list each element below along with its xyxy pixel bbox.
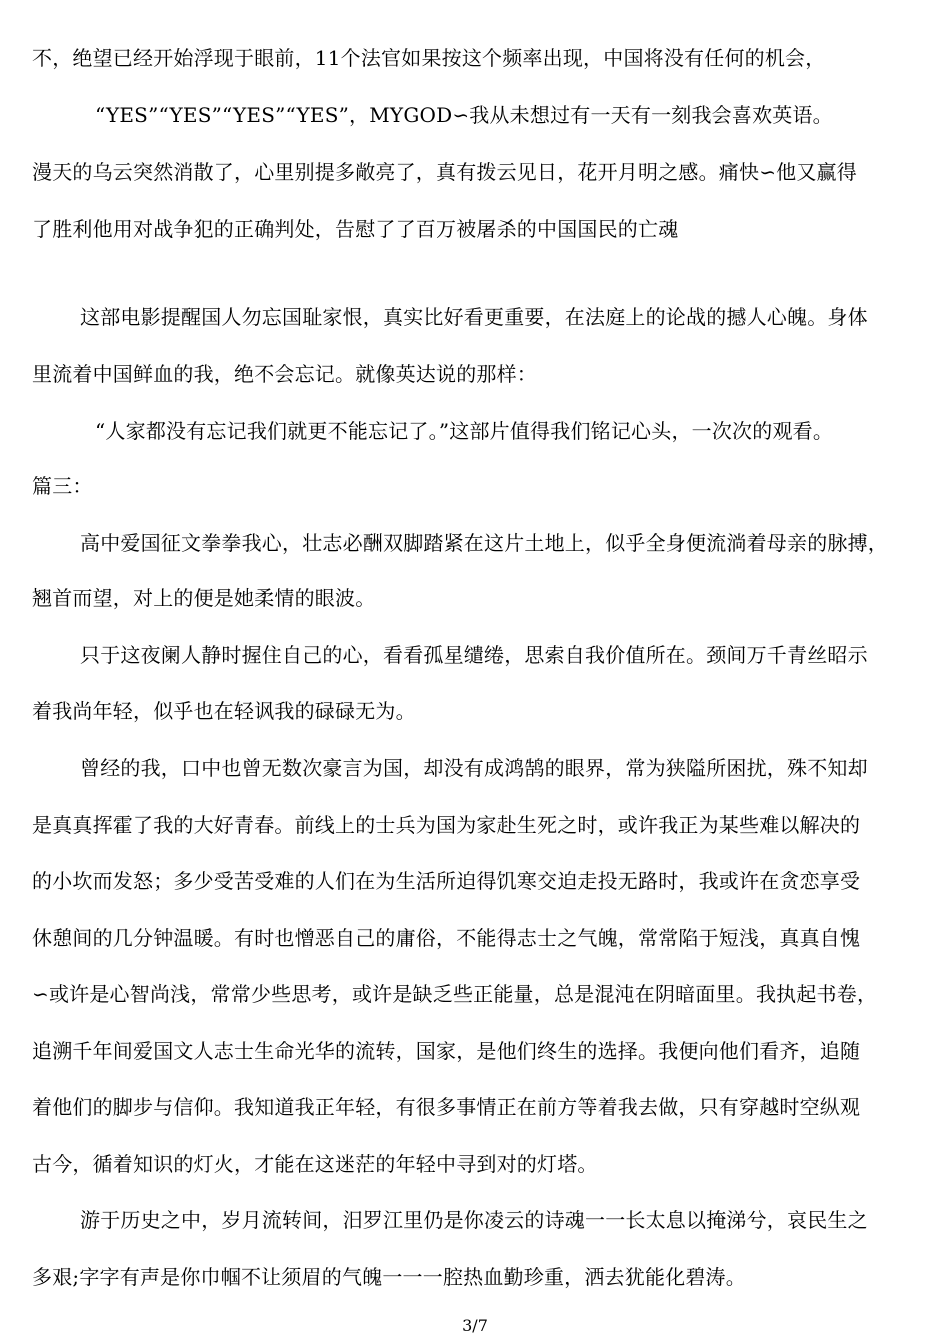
text-line: ∽或许是心智尚浅，常常少些思考，或许是缺乏些正能量，总是混沌在阴暗面里。我执起书卷，: [32, 982, 878, 1006]
text-line: 曾经的我，口中也曾无数次豪言为国，却没有成鸿鹄的眼界，常为狭隘所困扰，殊不知却: [80, 756, 868, 780]
text-line: “YES”“YES”“YES”“YES”，MYGOD∽我从未想过有一天有一刻我会喜欢英语。: [95, 103, 833, 127]
text-line: 是真真挥霍了我的大好青春。前线上的士兵为国为家赴生死之时，或许我正为某些难以解决的: [32, 813, 861, 837]
section-heading: 篇三：: [32, 474, 93, 498]
text-line: 古今，循着知识的灯火，才能在这迷茫的年轻中寻到对的灯塔。: [32, 1152, 598, 1176]
text-line: 的小坎而发怒；多少受苦受难的人们在为生活所迫得饥寒交迫走投无路时，我或许在贪恋享受: [32, 869, 861, 893]
text-line: 追溯千年间爱国文人志士生命光华的流转，国家，是他们终生的选择。我便向他们看齐，追随: [32, 1039, 861, 1063]
text-line: 着我尚年轻，似乎也在轻讽我的碌碌无为。: [32, 699, 416, 723]
page-number: 3/7: [462, 1316, 488, 1335]
text-line: 着他们的脚步与信仰。我知道我正年轻，有很多事情正在前方等着我去做，只有穿越时空纵观: [32, 1095, 861, 1119]
text-line: 了胜利他用对战争犯的正确判处，告慰了了百万被屠杀的中国国民的亡魂: [32, 217, 679, 241]
text-line: 多艰;字字有声是你巾帼不让须眉的气魄一一一腔热血勤珍重，洒去犹能化碧涛。: [32, 1265, 746, 1289]
text-line: 只于这夜阑人静时握住自己的心，看看孤星缱绻，思索自我价值所在。颈间万千青丝昭示: [80, 643, 868, 667]
text-line: 高中爱国征文拳拳我心，壮志必酬双脚踏紧在这片土地上，似乎全身便流淌着母亲的脉搏，: [80, 531, 888, 555]
text-line: 休憩间的几分钟温暖。有时也憎恶自己的庸俗，不能得志士之气魄，常常陷于短浅，真真自愧: [32, 926, 861, 950]
text-line: “人家都没有忘记我们就更不能忘记了。”这部片值得我们铭记心头，一次次的观看。: [95, 419, 834, 443]
text-line: 翘首而望，对上的便是她柔情的眼波。: [32, 586, 376, 610]
text-line: 游于历史之中，岁月流转间，汨罗江里仍是你凌云的诗魂一一长太息以掩涕兮，哀民生之: [80, 1208, 868, 1232]
text-line: 不，绝望已经开始浮现于眼前，11个法官如果按这个频率出现，中国将没有任何的机会，: [32, 46, 826, 70]
text-line: 漫天的乌云突然消散了，心里别提多敞亮了，真有拨云见日，花开月明之感。痛快∽他又赢得: [32, 160, 857, 184]
text-line: 里流着中国鲜血的我，绝不会忘记。就像英达说的那样：: [32, 362, 537, 386]
text-line: 这部电影提醒国人勿忘国耻家恨，真实比好看更重要，在法庭上的论战的撼人心魄。身体: [80, 305, 868, 329]
